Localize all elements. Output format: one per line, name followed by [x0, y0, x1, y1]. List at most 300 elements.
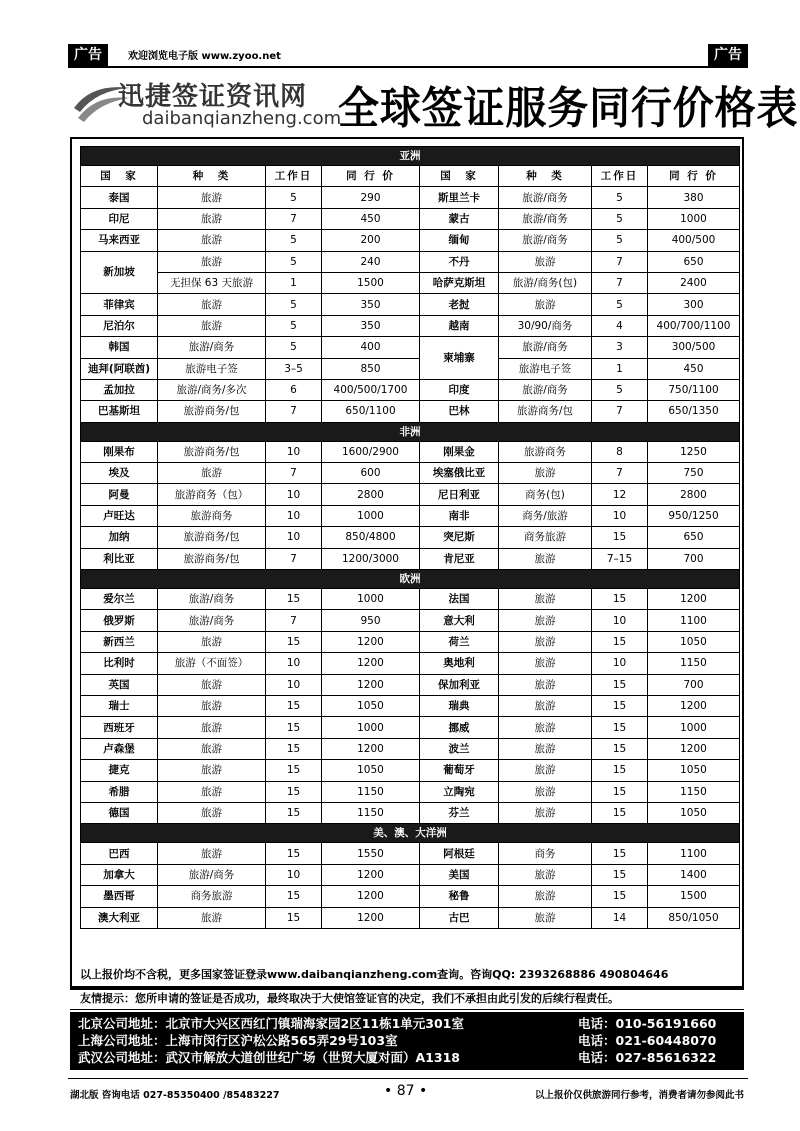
workdays-cell: 15	[592, 760, 648, 781]
visa-type-cell: 旅游/商务	[499, 230, 592, 251]
country-cell: 芬兰	[420, 802, 499, 823]
price-cell: 450	[322, 208, 420, 229]
column-header: 工作日	[266, 166, 322, 187]
country-cell: 奥地利	[420, 653, 499, 674]
workdays-cell: 10	[266, 505, 322, 526]
country-cell: 柬埔寨	[420, 337, 499, 380]
price-cell: 750	[648, 463, 740, 484]
bottom-divider	[68, 1078, 748, 1079]
workdays-cell: 15	[592, 864, 648, 885]
visa-type-cell: 商务旅游	[158, 886, 266, 907]
price-cell: 1200	[322, 631, 420, 652]
table-row	[81, 401, 740, 422]
workdays-cell: 5	[592, 294, 648, 315]
office-phone: 电话：010-56191660	[578, 1016, 717, 1031]
ad-label-left: 广告	[68, 44, 108, 66]
price-cell: 1250	[648, 441, 740, 462]
page-title: 全球签证服务同行价格表	[338, 83, 799, 134]
price-cell: 1200	[322, 653, 420, 674]
price-cell: 1150	[322, 781, 420, 802]
visa-type-cell: 旅游	[499, 886, 592, 907]
table-row	[81, 843, 740, 864]
visa-type-cell: 旅游	[499, 717, 592, 738]
country-cell: 阿曼	[81, 484, 158, 505]
country-cell: 保加利亚	[420, 674, 499, 695]
country-cell: 肯尼亚	[420, 548, 499, 569]
visa-type-cell: 旅游	[158, 738, 266, 759]
country-cell: 爱尔兰	[81, 589, 158, 610]
price-cell: 1200	[648, 589, 740, 610]
office-address: 上海公司地址：上海市闵行区沪松公路565弄29号103室	[78, 1033, 398, 1048]
visa-type-cell: 旅游	[158, 208, 266, 229]
table-row	[81, 610, 740, 631]
visa-type-cell: 旅游	[499, 781, 592, 802]
country-cell: 埃及	[81, 463, 158, 484]
visa-type-cell: 旅游	[499, 695, 592, 716]
price-cell: 1050	[322, 760, 420, 781]
workdays-cell: 15	[592, 527, 648, 548]
visa-type-cell: 旅游	[158, 631, 266, 652]
workdays-cell: 10	[266, 527, 322, 548]
workdays-cell: 15	[266, 738, 322, 759]
ad-label-right: 广告	[708, 44, 748, 66]
country-cell: 菲律宾	[81, 294, 158, 315]
section-title: 亚洲	[81, 147, 740, 166]
price-cell: 700	[648, 674, 740, 695]
column-header-row	[81, 166, 740, 187]
visa-type-cell: 旅游	[158, 251, 266, 272]
price-cell: 950	[322, 610, 420, 631]
table-row	[81, 358, 740, 379]
country-cell: 英国	[81, 674, 158, 695]
workdays-cell: 5	[266, 251, 322, 272]
price-cell: 300/500	[648, 337, 740, 358]
table-row	[81, 463, 740, 484]
workdays-cell: 3	[592, 337, 648, 358]
country-cell: 尼泊尔	[81, 315, 158, 336]
workdays-cell: 4	[592, 315, 648, 336]
workdays-cell: 7	[266, 401, 322, 422]
workdays-cell: 10	[592, 653, 648, 674]
price-cell: 1600/2900	[322, 441, 420, 462]
price-cell: 650/1100	[322, 401, 420, 422]
footer-edition: 湖北版 咨询电话 027-85350400 /85483227	[70, 1090, 280, 1101]
logo-chinese-name: 迅捷签证资讯网	[118, 82, 308, 112]
table-row	[81, 208, 740, 229]
visa-type-cell: 旅游	[499, 548, 592, 569]
price-cell: 1100	[648, 843, 740, 864]
workdays-cell: 15	[592, 631, 648, 652]
table-row	[81, 674, 740, 695]
visa-type-cell: 旅游/商务	[158, 610, 266, 631]
country-cell: 意大利	[420, 610, 499, 631]
column-header: 工作日	[592, 166, 648, 187]
price-cell: 240	[322, 251, 420, 272]
country-cell: 南非	[420, 505, 499, 526]
table-row	[81, 548, 740, 569]
price-cell: 650/1350	[648, 401, 740, 422]
country-cell: 斯里兰卡	[420, 187, 499, 208]
visa-type-cell: 旅游	[158, 187, 266, 208]
visa-type-cell: 旅游	[499, 864, 592, 885]
visa-type-cell: 旅游	[158, 781, 266, 802]
visa-type-cell: 旅游	[158, 463, 266, 484]
column-header: 种 类	[499, 166, 592, 187]
visa-type-cell: 旅游商务/包	[158, 401, 266, 422]
workdays-cell: 7	[592, 272, 648, 293]
office-phone: 电话：027-85616322	[578, 1050, 717, 1065]
friendly-tip: 友情提示：您所申请的签证是否成功，最终取决于大使馆签证官的决定，我们不承担由此引发的后续行程责任。	[70, 986, 744, 1010]
visa-type-cell: 旅游	[158, 760, 266, 781]
table-row	[81, 230, 740, 251]
workdays-cell: 15	[592, 843, 648, 864]
workdays-cell: 15	[266, 781, 322, 802]
table-row	[81, 441, 740, 462]
table-row	[81, 315, 740, 336]
workdays-cell: 1	[266, 272, 322, 293]
price-cell: 1200/3000	[322, 548, 420, 569]
price-cell: 2800	[322, 484, 420, 505]
country-cell: 印尼	[81, 208, 158, 229]
price-cell: 200	[322, 230, 420, 251]
footer-disclaimer: 以上报价仅供旅游同行参考，消费者请勿参阅此书	[534, 1090, 744, 1101]
workdays-cell: 5	[266, 187, 322, 208]
price-cell: 1200	[322, 886, 420, 907]
table-row	[81, 294, 740, 315]
table-row	[81, 589, 740, 610]
table-row	[81, 337, 740, 358]
price-cell: 1500	[648, 886, 740, 907]
country-cell: 挪威	[420, 717, 499, 738]
section-header-africa	[81, 422, 740, 441]
workdays-cell: 15	[592, 717, 648, 738]
price-cell: 400/500	[648, 230, 740, 251]
workdays-cell: 10	[592, 610, 648, 631]
office-address: 武汉公司地址：武汉市解放大道创世纪广场（世贸大厦对面）A1318	[78, 1050, 460, 1065]
workdays-cell: 15	[266, 843, 322, 864]
price-cell: 1050	[322, 695, 420, 716]
country-cell: 哈萨克斯坦	[420, 272, 499, 293]
section-header-americas	[81, 824, 740, 843]
column-header: 同 行 价	[322, 166, 420, 187]
visa-type-cell: 旅游	[158, 907, 266, 928]
section-title: 欧洲	[81, 570, 740, 589]
price-cell: 600	[322, 463, 420, 484]
visa-type-cell: 旅游	[499, 738, 592, 759]
logo-domain: daibanqianzheng.com	[142, 108, 342, 129]
visa-type-cell: 旅游/商务/多次	[158, 379, 266, 400]
price-cell: 450	[648, 358, 740, 379]
table-row	[81, 781, 740, 802]
table-row	[81, 505, 740, 526]
price-cell: 1200	[322, 738, 420, 759]
price-cell: 1050	[648, 760, 740, 781]
price-cell: 1000	[322, 717, 420, 738]
workdays-cell: 5	[592, 208, 648, 229]
workdays-cell: 10	[266, 653, 322, 674]
visa-type-cell: 旅游/商务	[158, 589, 266, 610]
welcome-text: 欢迎浏览电子版 www.zyoo.net	[128, 51, 281, 62]
office-beijing	[78, 1015, 717, 1033]
price-cell: 1000	[648, 717, 740, 738]
table-row	[81, 760, 740, 781]
country-cell: 利比亚	[81, 548, 158, 569]
visa-type-cell: 旅游商务（包）	[158, 484, 266, 505]
visa-type-cell: 旅游商务/包	[499, 401, 592, 422]
country-cell: 捷克	[81, 760, 158, 781]
country-cell: 刚果金	[420, 441, 499, 462]
country-cell: 荷兰	[420, 631, 499, 652]
visa-type-cell: 旅游	[158, 843, 266, 864]
price-cell: 1000	[322, 505, 420, 526]
office-phone: 电话：021-60448070	[578, 1033, 717, 1048]
visa-type-cell: 旅游电子签	[499, 358, 592, 379]
price-cell: 950/1250	[648, 505, 740, 526]
workdays-cell: 15	[266, 907, 322, 928]
country-cell: 波兰	[420, 738, 499, 759]
workdays-cell: 7	[592, 463, 648, 484]
workdays-cell: 7	[266, 610, 322, 631]
visa-type-cell: 旅游	[499, 631, 592, 652]
price-cell: 1200	[322, 907, 420, 928]
price-cell: 650	[648, 527, 740, 548]
workdays-cell: 7	[266, 463, 322, 484]
workdays-cell: 10	[266, 864, 322, 885]
workdays-cell: 15	[266, 760, 322, 781]
price-cell: 1150	[648, 653, 740, 674]
visa-type-cell: 旅游	[158, 230, 266, 251]
country-cell: 蒙古	[420, 208, 499, 229]
workdays-cell: 5	[592, 379, 648, 400]
workdays-cell: 15	[592, 781, 648, 802]
visa-type-cell: 旅游	[158, 695, 266, 716]
workdays-cell: 8	[592, 441, 648, 462]
section-header-asia	[81, 147, 740, 166]
workdays-cell: 10	[592, 505, 648, 526]
visa-type-cell: 旅游/商务	[499, 208, 592, 229]
price-cell: 300	[648, 294, 740, 315]
visa-type-cell: 旅游/商务	[158, 864, 266, 885]
country-cell: 古巴	[420, 907, 499, 928]
logo	[70, 70, 342, 136]
visa-type-cell: 30/90/商务	[499, 315, 592, 336]
country-cell: 尼日利亚	[420, 484, 499, 505]
country-cell: 缅甸	[420, 230, 499, 251]
table-row	[81, 631, 740, 652]
visa-type-cell: 旅游	[158, 294, 266, 315]
visa-type-cell: 旅游	[499, 760, 592, 781]
workdays-cell: 7	[592, 251, 648, 272]
country-cell: 葡萄牙	[420, 760, 499, 781]
visa-type-cell: 旅游	[499, 294, 592, 315]
country-cell: 巴西	[81, 843, 158, 864]
workdays-cell: 14	[592, 907, 648, 928]
workdays-cell: 15	[266, 695, 322, 716]
section-title: 美、澳、大洋洲	[81, 824, 740, 843]
column-header: 国 家	[420, 166, 499, 187]
country-cell: 刚果布	[81, 441, 158, 462]
visa-type-cell: 旅游	[499, 589, 592, 610]
workdays-cell: 3–5	[266, 358, 322, 379]
country-cell: 新加坡	[81, 251, 158, 294]
workdays-cell: 10	[266, 674, 322, 695]
visa-type-cell: 商务/旅游	[499, 505, 592, 526]
workdays-cell: 7–15	[592, 548, 648, 569]
price-cell: 350	[322, 315, 420, 336]
office-shanghai	[78, 1032, 717, 1050]
workdays-cell: 15	[592, 695, 648, 716]
visa-type-cell: 旅游	[499, 251, 592, 272]
price-cell: 2800	[648, 484, 740, 505]
country-cell: 瑞士	[81, 695, 158, 716]
table-row	[81, 717, 740, 738]
country-cell: 泰国	[81, 187, 158, 208]
country-cell: 巴基斯坦	[81, 401, 158, 422]
country-cell: 阿根廷	[420, 843, 499, 864]
table-row	[81, 653, 740, 674]
table-row	[81, 484, 740, 505]
price-cell: 850	[322, 358, 420, 379]
column-header: 国 家	[81, 166, 158, 187]
section-header-europe	[81, 570, 740, 589]
price-cell: 400/700/1100	[648, 315, 740, 336]
visa-type-cell: 旅游	[499, 610, 592, 631]
workdays-cell: 15	[592, 738, 648, 759]
price-cell: 1500	[322, 272, 420, 293]
visa-type-cell: 旅游	[158, 717, 266, 738]
country-cell: 越南	[420, 315, 499, 336]
visa-type-cell: 旅游/商务(包)	[499, 272, 592, 293]
visa-type-cell: 旅游	[158, 315, 266, 336]
price-cell: 1200	[648, 695, 740, 716]
visa-type-cell: 旅游	[158, 802, 266, 823]
price-cell: 400/500/1700	[322, 379, 420, 400]
workdays-cell: 7	[266, 208, 322, 229]
price-cell: 1150	[322, 802, 420, 823]
country-cell: 迪拜(阿联酋)	[81, 358, 158, 379]
country-cell: 卢旺达	[81, 505, 158, 526]
country-cell: 法国	[420, 589, 499, 610]
country-cell: 比利时	[81, 653, 158, 674]
price-cell: 1000	[648, 208, 740, 229]
price-cell: 650	[648, 251, 740, 272]
column-header: 种 类	[158, 166, 266, 187]
visa-type-cell: 旅游/商务	[499, 337, 592, 358]
visa-type-cell: 旅游/商务	[499, 187, 592, 208]
column-header: 同 行 价	[648, 166, 740, 187]
price-cell: 1550	[322, 843, 420, 864]
price-cell: 700	[648, 548, 740, 569]
country-cell: 西班牙	[81, 717, 158, 738]
country-cell: 印度	[420, 379, 499, 400]
price-cell: 1200	[648, 738, 740, 759]
section-title: 非洲	[81, 422, 740, 441]
visa-type-cell: 商务	[499, 843, 592, 864]
office-address: 北京公司地址：北京市大兴区西红门镇瑞海家园2区11栋1单元301室	[78, 1016, 464, 1031]
office-contacts	[70, 1012, 744, 1070]
country-cell: 墨西哥	[81, 886, 158, 907]
visa-type-cell: 旅游	[499, 907, 592, 928]
top-divider	[68, 66, 748, 68]
price-cell: 350	[322, 294, 420, 315]
table-row	[81, 886, 740, 907]
workdays-cell: 1	[592, 358, 648, 379]
visa-type-cell: 旅游	[499, 463, 592, 484]
workdays-cell: 5	[266, 337, 322, 358]
page-number: • 87 •	[384, 1083, 428, 1099]
workdays-cell: 15	[592, 886, 648, 907]
workdays-cell: 15	[266, 886, 322, 907]
price-cell: 850/4800	[322, 527, 420, 548]
price-cell: 850/1050	[648, 907, 740, 928]
country-cell: 美国	[420, 864, 499, 885]
table-row	[81, 738, 740, 759]
visa-type-cell: 商务(包)	[499, 484, 592, 505]
workdays-cell: 10	[266, 484, 322, 505]
country-cell: 瑞典	[420, 695, 499, 716]
country-cell: 马来西亚	[81, 230, 158, 251]
country-cell: 澳大利亚	[81, 907, 158, 928]
workdays-cell: 10	[266, 441, 322, 462]
workdays-cell: 7	[592, 401, 648, 422]
price-cell: 750/1100	[648, 379, 740, 400]
workdays-cell: 5	[266, 315, 322, 336]
visa-type-cell: 旅游/商务	[158, 337, 266, 358]
price-cell: 1100	[648, 610, 740, 631]
top-bar	[68, 44, 748, 66]
country-cell: 不丹	[420, 251, 499, 272]
price-cell: 400	[322, 337, 420, 358]
country-cell: 老挝	[420, 294, 499, 315]
table-row	[81, 272, 740, 293]
country-cell: 韩国	[81, 337, 158, 358]
price-note: 以上报价均不含税，更多国家签证登录www.daibanqianzheng.com查询。咨询QQ: 2393268886 490804646	[80, 968, 669, 981]
workdays-cell: 12	[592, 484, 648, 505]
workdays-cell: 15	[592, 674, 648, 695]
country-cell: 俄罗斯	[81, 610, 158, 631]
workdays-cell: 5	[266, 294, 322, 315]
workdays-cell: 15	[266, 631, 322, 652]
office-wuhan	[78, 1049, 717, 1067]
visa-type-cell: 旅游（不面签）	[158, 653, 266, 674]
country-cell: 卢森堡	[81, 738, 158, 759]
country-cell: 新西兰	[81, 631, 158, 652]
table-row	[81, 695, 740, 716]
workdays-cell: 6	[266, 379, 322, 400]
price-cell: 1000	[322, 589, 420, 610]
price-cell: 2400	[648, 272, 740, 293]
table-row	[81, 907, 740, 928]
visa-type-cell: 旅游	[499, 653, 592, 674]
country-cell: 埃塞俄比亚	[420, 463, 499, 484]
workdays-cell: 5	[266, 230, 322, 251]
visa-type-cell: 旅游/商务	[499, 379, 592, 400]
visa-type-cell: 旅游商务/包	[158, 548, 266, 569]
table-row	[81, 864, 740, 885]
visa-type-cell: 旅游	[499, 802, 592, 823]
price-cell: 290	[322, 187, 420, 208]
country-cell: 德国	[81, 802, 158, 823]
country-cell: 加纳	[81, 527, 158, 548]
visa-type-cell: 旅游	[158, 674, 266, 695]
workdays-cell: 5	[592, 230, 648, 251]
price-cell: 1150	[648, 781, 740, 802]
price-cell: 1050	[648, 802, 740, 823]
country-cell: 孟加拉	[81, 379, 158, 400]
price-table	[80, 146, 740, 929]
visa-type-cell: 无担保 63 天旅游	[158, 272, 266, 293]
table-row	[81, 251, 740, 272]
